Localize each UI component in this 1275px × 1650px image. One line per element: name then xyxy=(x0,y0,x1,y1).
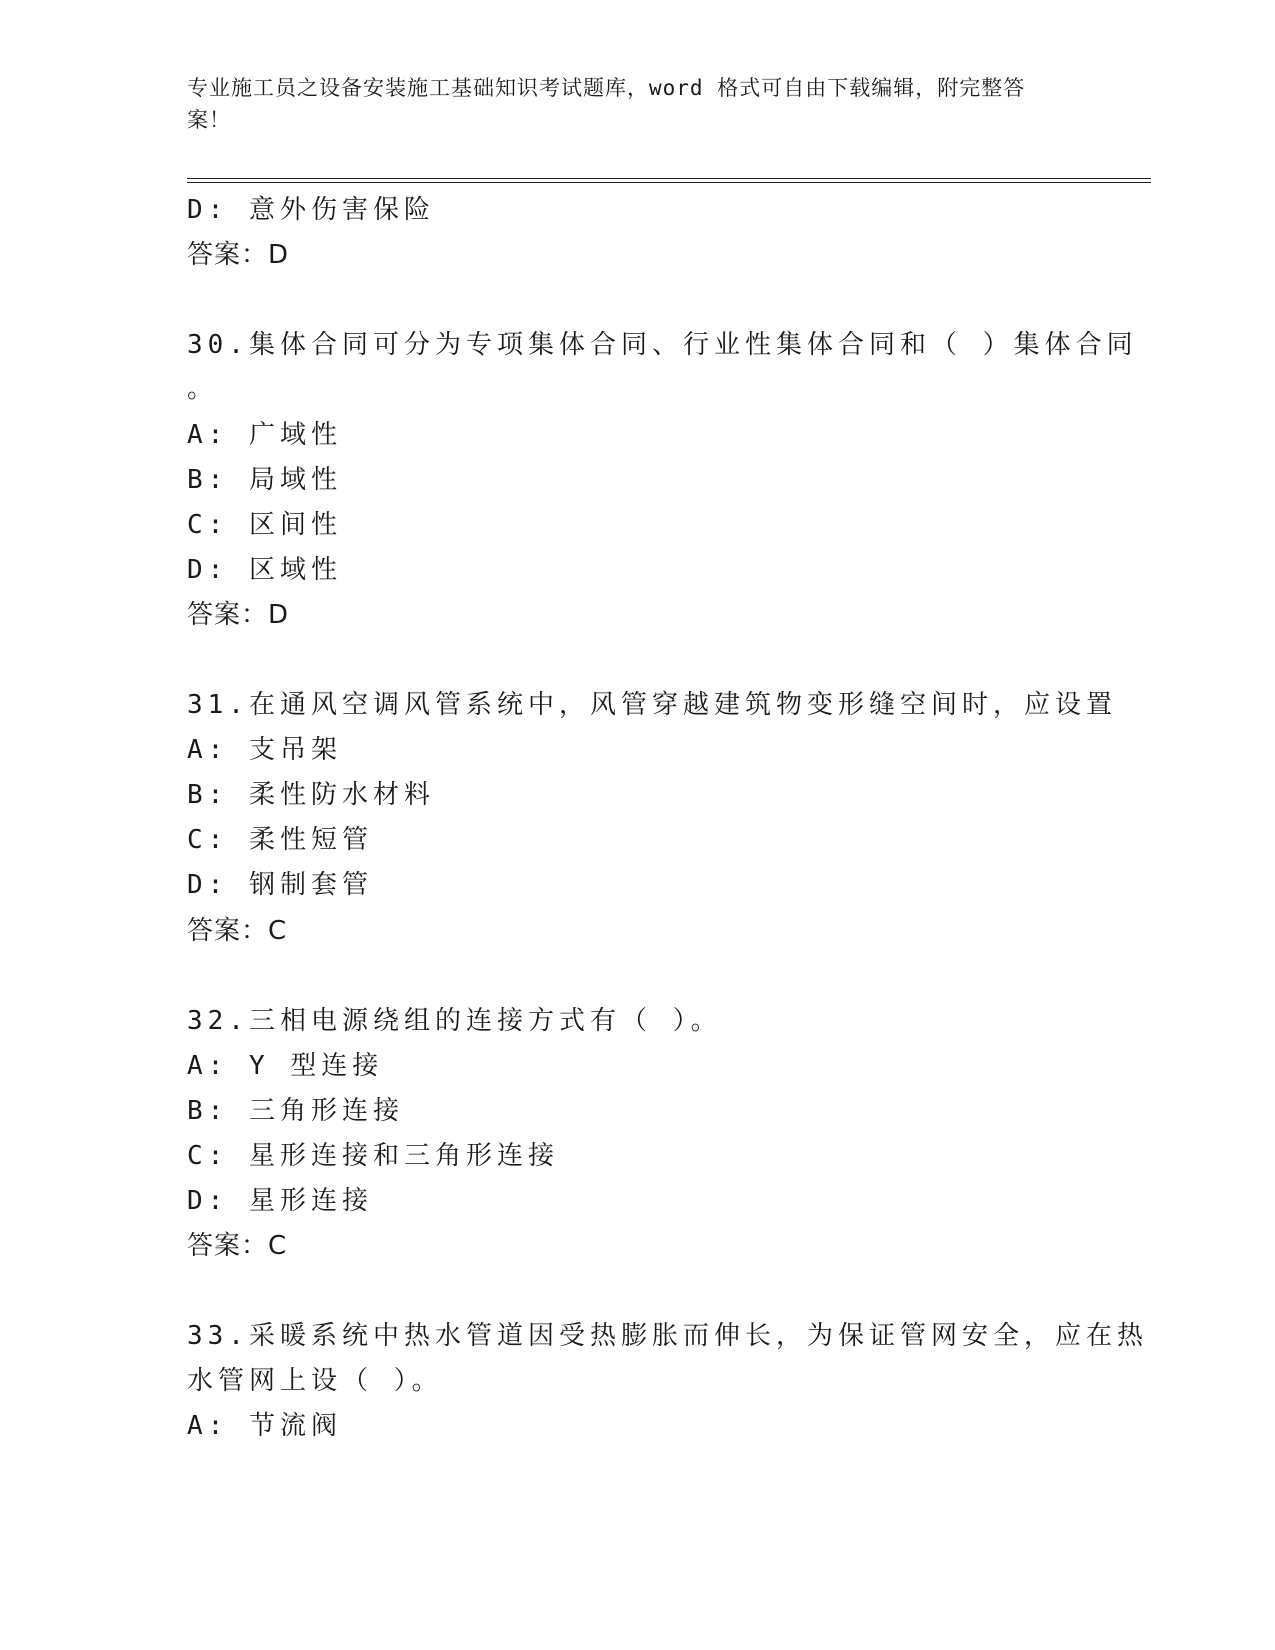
question-31-option-c: C: 柔性短管 xyxy=(187,825,373,855)
question-30-stem-continued: 。 xyxy=(187,374,219,404)
question-33-stem: 33.采暖系统中热水管道因受热膨胀而伸长，为保证管网安全，应在热 xyxy=(187,1321,1148,1351)
document-header: 专业施工员之设备安装施工基础知识考试题库，word 格式可自由下载编辑，附完整答案！ xyxy=(187,76,1026,132)
question-33-stem-continued: 水管网上设（ ）。 xyxy=(187,1366,443,1396)
question-30-answer: 答案：D xyxy=(187,600,290,630)
question-32-stem: 32.三相电源绕组的连接方式有（ ）。 xyxy=(187,1006,722,1036)
question-32-option-c: C: 星形连接和三角形连接 xyxy=(187,1141,559,1171)
question-33-option-a: A: 节流阀 xyxy=(187,1411,342,1441)
question-30-option-b: B: 局域性 xyxy=(187,465,342,495)
question-31-option-b: B: 柔性防水材料 xyxy=(187,780,435,810)
question-30-option-a: A: 广域性 xyxy=(187,420,342,450)
question-32-option-d: D: 星形连接 xyxy=(187,1186,373,1216)
question-30-stem: 30.集体合同可分为专项集体合同、行业性集体合同和（ ）集体合同 xyxy=(187,330,1138,360)
question-31-option-d: D: 钢制套管 xyxy=(187,870,373,900)
option-d: D: 意外伤害保险 xyxy=(187,195,435,225)
question-32-answer: 答案：C xyxy=(187,1231,288,1261)
question-32-option-b: B: 三角形连接 xyxy=(187,1096,404,1126)
question-31-option-a: A: 支吊架 xyxy=(187,735,342,765)
question-32-option-a: A: Y 型连接 xyxy=(187,1051,384,1081)
question-30-option-c: C: 区间性 xyxy=(187,510,342,540)
header-divider-bottom xyxy=(187,182,1151,183)
question-31-answer: 答案：C xyxy=(187,916,288,946)
header-divider-top xyxy=(187,178,1151,179)
question-30-option-d: D: 区域性 xyxy=(187,555,342,585)
answer-label: 答案：D xyxy=(187,240,290,270)
question-31-stem: 31.在通风空调风管系统中，风管穿越建筑物变形缝空间时，应设置 xyxy=(187,690,1117,720)
